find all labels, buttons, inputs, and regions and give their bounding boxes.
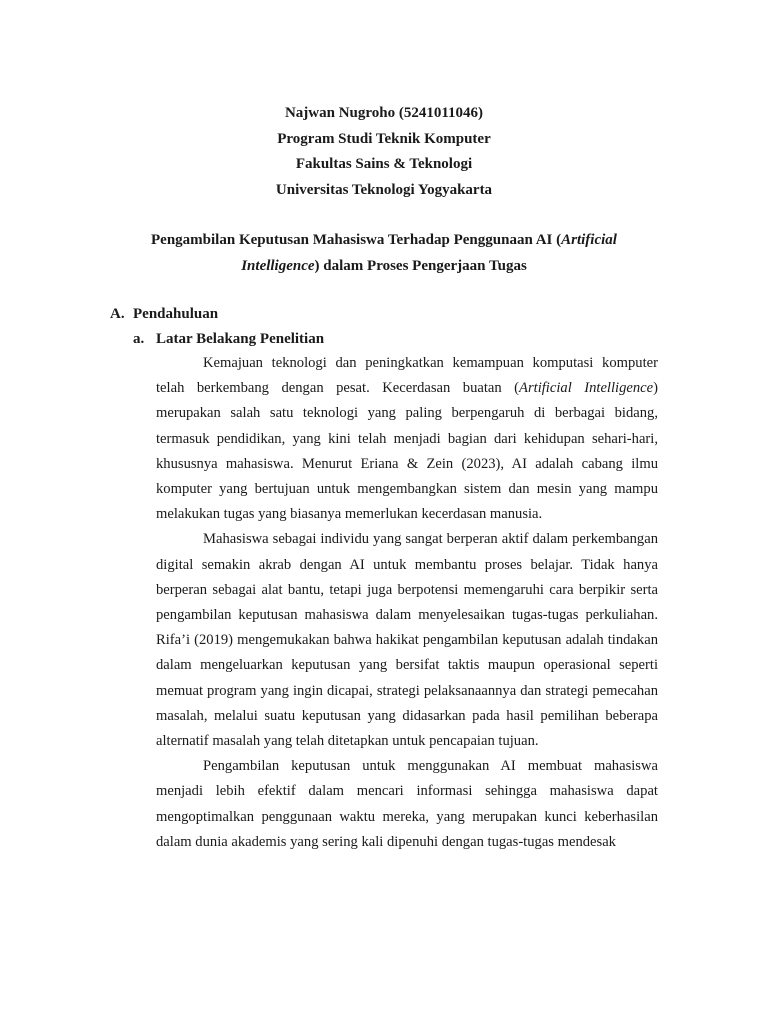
paragraph-1-italic-term: Artificial Intelligence — [519, 380, 654, 397]
title-prefix: Pengambilan Keputusan Mahasiswa Terhadap Penggunaan AI ( — [151, 232, 562, 248]
section-heading — [110, 302, 218, 327]
section-label: Pendahuluan — [133, 306, 219, 322]
paragraph-1-part-1: Kemajuan teknologi dan peningkatkan kemampuan komputasi komputer telah berkembang dengan pesat. Kecerdasan buatan ( — [156, 355, 658, 397]
paper-title-line-1 — [0, 228, 768, 254]
paragraph-3: Pengambilan keputusan untuk menggunakan AI membuat mahasiswa menjadi lebih efektif dalam mencari informasi sehingga mahasiswa dapat mengoptimalkan penggunaan waktu mereka, yang merupakan kunci keberhasilan dalam dunia akademis yang sering kali dipenuhi dengan tugas-tugas mendesak — [156, 758, 658, 850]
paragraph-1 — [156, 351, 658, 527]
university-name: Universitas Teknologi Yogyakarta — [275, 181, 493, 198]
title-italic-term-1: Artificial — [561, 232, 617, 248]
subsection-marker: a. — [133, 331, 145, 347]
paper-title — [0, 228, 768, 279]
section-marker: A. — [110, 306, 125, 322]
author-header — [0, 101, 768, 203]
subsection-heading — [133, 327, 324, 352]
paragraph-2: Mahasiswa sebagai individu yang sangat berperan aktif dalam perkembangan digital semakin akrab dengan AI untuk membantu proses belajar. Tidak hanya berperan sebagai alat bantu, tetapi juga berpotensi memengaruhi cara berpikir serta pengambilan keputusan mahasiswa dalam menyelesaikan tugas-tugas perkuliahan. Rifa’i (2019) mengemukakan bahwa hakikat pengambilan keputusan adalah tindakan dalam mengeluarkan keputusan yang bersifat taktis maupun operasional seperti memuat program yang ingin dicapai, strategi pelaksanaannya dan strategi pemecahan masalah, melalui suatu keputusan yang didasarkan pada hasil pemilihan beberapa alternatif masalah yang telah ditetapkan untuk pencapaian tujuan. — [156, 531, 658, 750]
title-suffix: ) dalam Proses Pengerjaan Tugas — [314, 257, 527, 274]
author-name: Najwan Nugroho (5241011046) — [284, 105, 484, 121]
title-italic-term-2: Intelligence — [241, 257, 315, 274]
body-text — [156, 351, 658, 855]
faculty-name: Fakultas Sains & Teknologi — [295, 156, 473, 172]
study-program: Program Studi Teknik Komputer — [277, 130, 491, 147]
subsection-label: Latar Belakang Penelitian — [156, 331, 325, 347]
paragraph-1-part-2: ) merupakan salah satu teknologi yang paling berpengaruh di berbagai bidang, termasuk pendidikan, yang kini telah menjadi bagian dari kehidupan sehari-hari, khususnya mahasiswa. Menurut Eriana & Zein (2023), AI adalah cabang ilmu komputer yang bertujuan untuk mengembangkan sistem dan mesin yang mampu melakukan tugas yang biasanya memerlukan kecerdasan manusia. — [156, 380, 658, 523]
paper-title-line-2 — [0, 254, 768, 280]
